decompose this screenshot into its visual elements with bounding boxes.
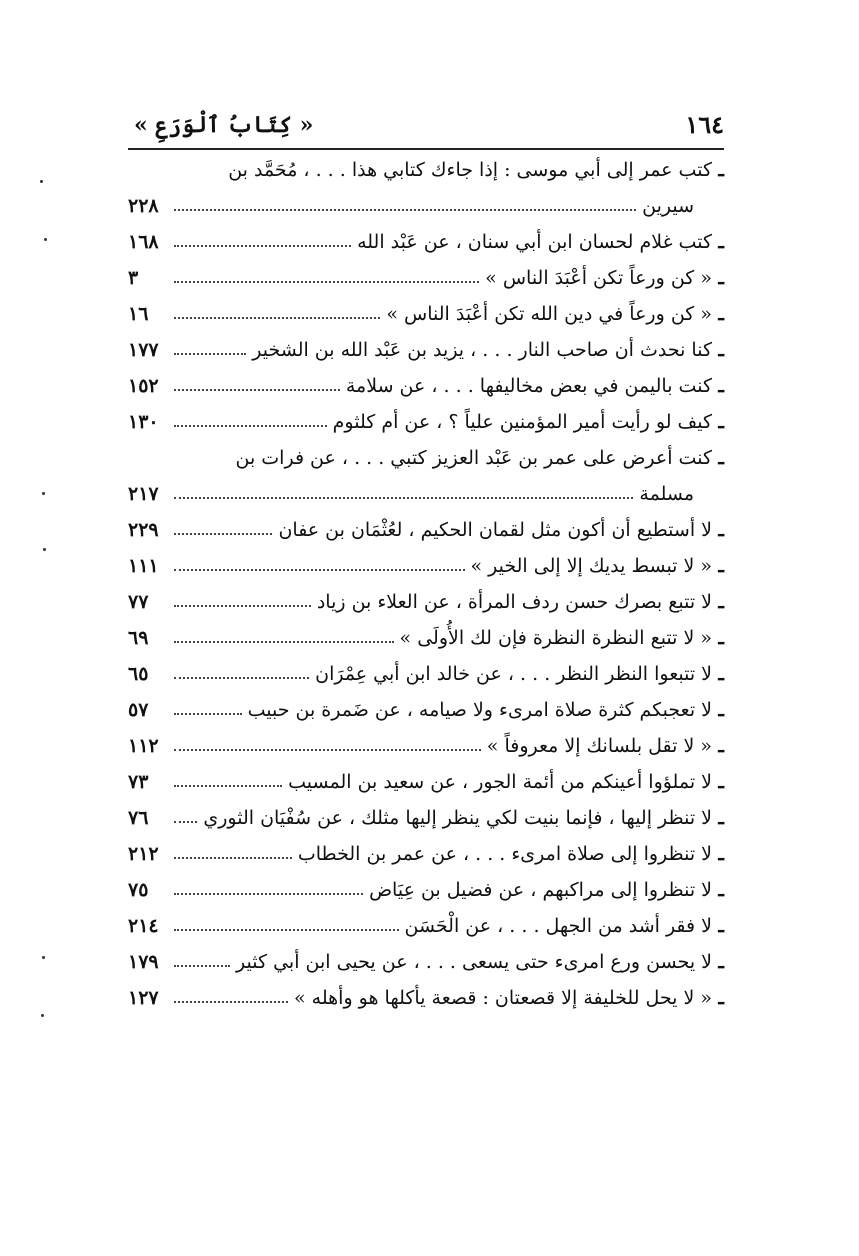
dot-leader [174,209,636,211]
entry-text: « لا يحل للخليفة إلا قصعتان : قصعة يأكلها هو وأهله » [294,987,712,1009]
dot-leader [174,821,197,823]
entry-dash: ـ [718,447,724,469]
dot-leader [174,497,633,499]
index-entry [128,764,724,800]
entry-text: لا أستطيع أن أكون مثل لقمان الحكيم ، لعُثْمَان بن عفان [278,519,712,541]
dot-leader [174,605,311,607]
dot-leader [174,389,340,391]
entry-page-number: ١٧٧ [128,339,159,361]
entry-dash: ـ [718,555,724,577]
entry-dash: ـ [718,375,724,397]
index-entry [128,368,724,404]
entry-page-number: ٣ [128,267,139,289]
index-entry [128,908,724,944]
index-entry-continuation [128,188,724,224]
entry-dash: ـ [718,627,724,649]
entry-text: سيرين [642,195,694,217]
entry-dash: ـ [718,231,724,253]
index-entry [128,620,724,656]
entry-dash: ـ [718,591,724,613]
index-entry [128,548,724,584]
index-entry [128,332,724,368]
entry-dash: ـ [718,303,724,325]
entry-page-number: ٦٥ [128,663,149,685]
entry-text: « كن ورعاً تكن أعْبَدَ الناس » [485,267,712,289]
entry-dash: ـ [718,735,724,757]
entry-text: « لا تتبع النظرة النظرة فإن لك الأُولَى » [399,627,712,649]
index-entry [128,260,724,296]
entry-text: لا يحسن ورع امرىء حتى يسعى . . . ، عن يحيى ابن أبي كثير [236,951,712,973]
index-entry [128,728,724,764]
entry-page-number: ٧٥ [128,879,149,901]
entry-page-number: ٢٢٩ [128,519,159,541]
entry-dash: ـ [718,771,724,793]
index-entry [128,944,724,980]
entry-page-number: ٧٧ [128,591,149,613]
dot-leader [174,677,309,679]
dot-leader [174,965,230,967]
entry-dash: ـ [718,663,724,685]
index-entry [128,296,724,332]
entry-text: « لا تقل بلسانك إلا معروفاً » [486,735,712,757]
entry-text: كتب غلام لحسان ابن أبي سنان ، عن عَبْد الله [357,231,712,253]
index-entry-continuation [128,476,724,512]
dot-leader [174,353,246,355]
entry-page-number: ١٦٨ [128,231,159,253]
dot-leader [174,857,292,859]
entry-dash: ـ [718,843,724,865]
entry-page-number: ٥٧ [128,699,149,721]
index-entry [128,440,724,476]
entry-dash: ـ [718,411,724,433]
index-entry [128,872,724,908]
entry-dash: ـ [718,267,724,289]
dot-leader [174,317,380,319]
entry-text: كتب عمر إلى أبي موسى : إذا جاءك كتابي هذا . . . ، مُحَمَّد بن [228,159,712,181]
entry-text: لا تعجبكم كثرة صلاة امرىء ولا صيامه ، عن ضَمرة بن حبيب [247,699,712,721]
dot-leader [174,569,465,571]
index-entry [128,836,724,872]
entry-page-number: ٢١٢ [128,843,159,865]
entry-page-number: ١١١ [128,555,159,577]
dot-leader [174,641,394,643]
index-entry [128,800,724,836]
entry-text: مسلمة [639,483,694,505]
dot-leader [174,785,282,787]
dot-leader [174,1001,288,1003]
index-entry [128,656,724,692]
entry-page-number: ١٧٩ [128,951,159,973]
entry-text: كنا نحدث أن صاحب النار . . . ، يزيد بن عَبْد الله بن الشخير [252,339,712,361]
entry-page-number: ٦٩ [128,627,149,649]
dot-leader [174,713,242,715]
entry-text: لا تملؤوا أعينكم من أئمة الجور ، عن سعيد بن المسيب [288,771,712,793]
entry-dash: ـ [718,699,724,721]
entry-page-number: ٢١٤ [128,915,159,937]
entry-dash: ـ [718,915,724,937]
entry-text: لا فقر أشد من الجهل . . . ، عن الْحَسَن [404,915,712,937]
page-number: ١٦٤ [685,110,724,139]
index-entry [128,224,724,260]
entry-page-number: ١٥٢ [128,375,159,397]
entry-text: « لا تبسط يديك إلا إلى الخير » [470,555,712,577]
index-entry [128,404,724,440]
page-header [128,108,724,144]
dot-leader [174,533,272,535]
entry-page-number: ٢٢٨ [128,195,159,217]
entry-page-number: ١٢٧ [128,987,159,1009]
entry-page-number: ٧٣ [128,771,149,793]
entry-text: لا تنظروا إلى صلاة امرىء . . . ، عن عمر بن الخطاب [297,843,712,865]
entry-text: لا تنظر إليها ، فإنما بنيت لكي ينظر إليها مثلك ، عن سُفْيَان الثوري [203,807,712,829]
index-entry [128,692,724,728]
index-entry [128,584,724,620]
dot-leader [174,245,351,247]
index-entry [128,512,724,548]
index-entry [128,152,724,188]
index-entry [128,980,724,1016]
entry-dash: ـ [718,519,724,541]
entry-dash: ـ [718,159,724,181]
entry-page-number: ١٣٠ [128,411,159,433]
entry-text: كنت باليمن في بعض مخاليفها . . . ، عن سلامة [345,375,712,397]
entry-dash: ـ [718,807,724,829]
entry-page-number: ٧٦ [128,807,149,829]
dot-leader [174,425,327,427]
dot-leader [174,893,363,895]
running-title: « كِتَابُ ٱلْوَرَعِ » [134,112,314,138]
entry-page-number: ٢١٧ [128,483,159,505]
entry-text: كيف لو رأيت أمير المؤمنين علياً ؟ ، عن أم كلثوم [332,411,712,433]
dot-leader [174,929,399,931]
entry-dash: ـ [718,879,724,901]
entry-dash: ـ [718,339,724,361]
dot-leader [174,281,479,283]
entry-dash: ـ [718,951,724,973]
entry-text: كنت أعرض على عمر بن عَبْد العزيز كتبي . . . ، عن فرات بن [235,447,712,469]
header-rule [128,148,724,150]
entry-page-number: ١١٢ [128,735,159,757]
entry-page-number: ١٦ [128,303,149,325]
index-entries [128,152,724,1016]
dot-leader [174,749,481,751]
entry-dash: ـ [718,987,724,1009]
entry-text: لا تتبعوا النظر النظر . . . ، عن خالد ابن أبي عِمْرَان [315,663,712,685]
entry-text: لا تتبع بصرك حسن ردف المرأة ، عن العلاء بن زياد [316,591,712,613]
entry-text: لا تنظروا إلى مراكبهم ، عن فضيل بن عِيَاض [369,879,712,901]
entry-text: « كن ورعاً في دين الله تكن أعْبَدَ الناس » [386,303,712,325]
